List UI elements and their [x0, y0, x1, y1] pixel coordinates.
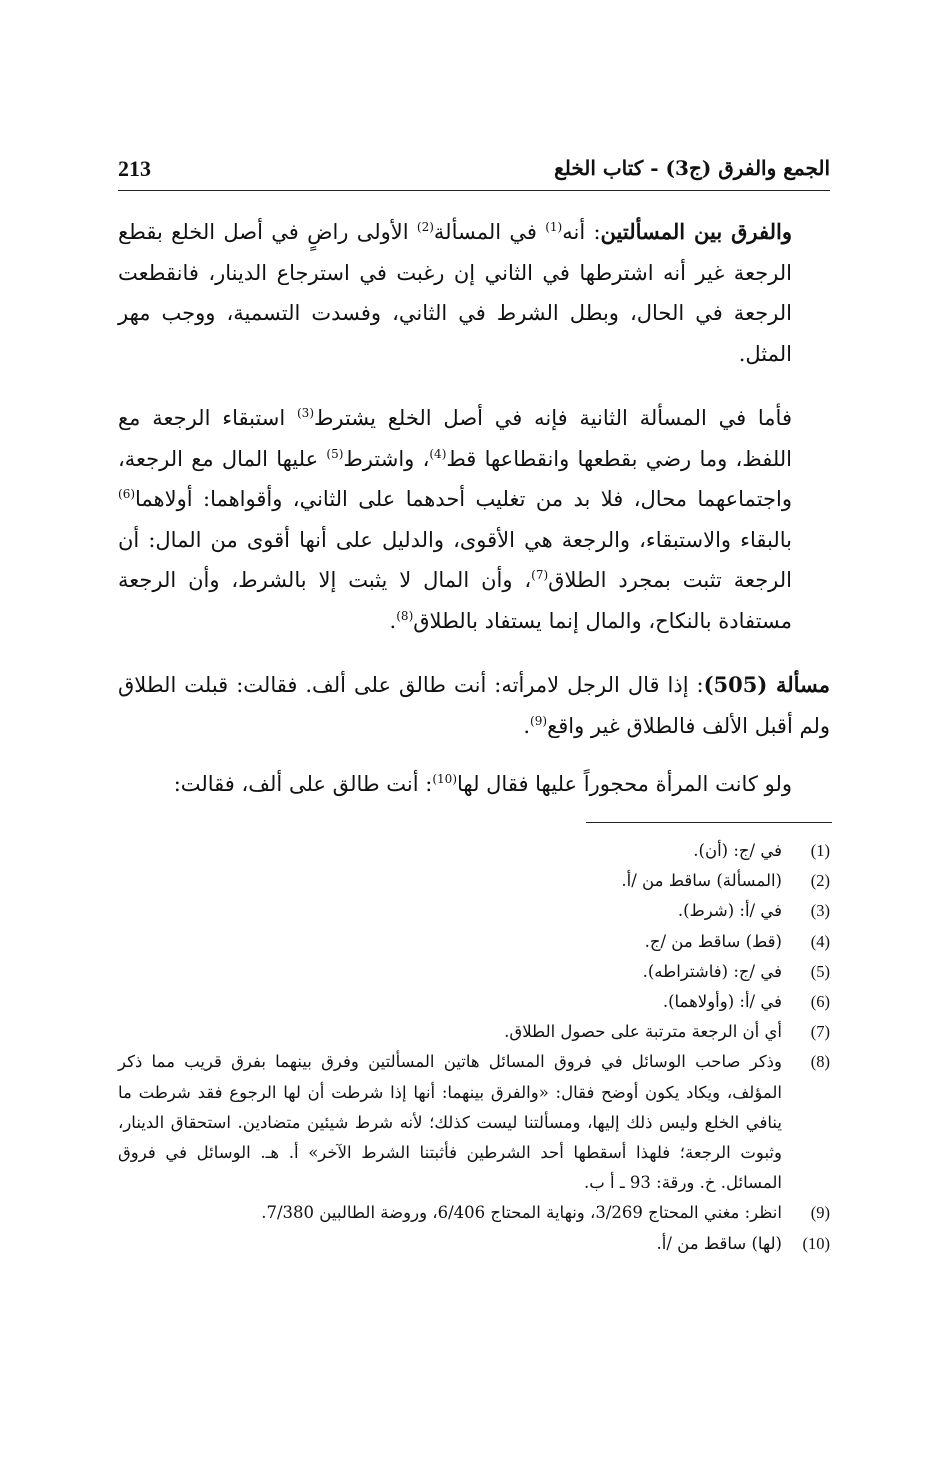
footnote-number: ( 7 ): [782, 1017, 830, 1047]
footnote-item: [118, 927, 830, 957]
text-run: بالبقاء والاستبقاء، والرجعة هي الأقوى، والدليل على أنها أقوى من المال: أن الرجعة تثبت بمجرد الطلاق: [118, 527, 792, 592]
footnote-marker[interactable]: (4): [429, 446, 447, 461]
footnote-text: في /ج: (أن).: [693, 841, 782, 860]
text-run: الأولى راضٍ في أصل الخلع بقطع الرجعة غير أنه اشترطها في الثاني إن رغبت في استرجاع الدينار، فانقطعت الرجعة في الحال، وبطل الشرط في الثاني، وفسدت التسمية، ووجب مهر المثل.: [118, 220, 792, 366]
footnote-item: [118, 1017, 830, 1047]
footnote-marker[interactable]: (10): [432, 772, 458, 786]
footnote-item: [118, 1198, 830, 1228]
main-text: [118, 212, 830, 805]
text-run: ، وأن المال لا يثبت إلا بالشرط، وأن الرجعة مستفادة بالنكاح، والمال إنما يستفاد بالطلاق: [118, 568, 792, 633]
text-run: ولو كانت المرأة محجوراً عليها فقال لها: [457, 772, 792, 796]
footnote-item: [118, 957, 830, 987]
footnote-number: ( 8 ): [782, 1047, 830, 1198]
paragraph-second-issue: [118, 398, 830, 641]
footnote-marker[interactable]: (8): [396, 608, 414, 623]
page-number: 213: [118, 156, 151, 181]
footnote-marker[interactable]: (7): [531, 568, 549, 582]
paragraph-lead: والفرق بين المسألتين: [600, 219, 792, 244]
text-run: : أنه: [562, 220, 601, 244]
footnote-item: [118, 987, 830, 1017]
text-run: ، واشترط: [343, 446, 430, 471]
footnote-text: (المسألة) ساقط من /أ.: [621, 871, 782, 891]
footnote-separator: [586, 822, 832, 823]
text-run: استبقاء الرجعة مع اللفظ، وما رضي بقطعها وانقطاعها قط: [118, 406, 793, 471]
footnote-text: أي أن الرجعة مترتبة على حصول الطلاق.: [504, 1022, 782, 1042]
footnote-item: [118, 1047, 830, 1198]
footnote-text: وذكر صاحب الوسائل في فروق المسائل هاتين المسألتين وفرق بينهما بفرق قريب مما ذكر المؤلف، ويكاد يكون أوضح فقال: «والفرق بينهما: أنها إذا شرطت أن لها الرجوع فقد شرطت ما ينافي الخلع وليس ذلك إليها، ومسألتنا ليست كذلك؛ لأنه شرط شيئين متضادين. استحقاق الدينار، وثبوت الرجعة؛ فلهذا أسقطها أحد الشرطين فأثبتنا الشرط الآخر» أ. هـ. الوسائل في فروق المسائل. خ. ورقة: 93 ـ أ ب.: [118, 1052, 782, 1193]
text-run: : إذا قال الرجل لامرأته: أنت طالق على ألف. فقالت: قبلت الطلاق ولم أقبل الألف فالطلاق غير واقع: [118, 673, 830, 738]
footnote-text: (لها) ساقط من /أ.: [656, 1233, 782, 1253]
footnote-text: انظر: مغني المحتاج 3/269، ونهاية المحتاج 6/406، وروضة الطالبين 7/380.: [261, 1203, 782, 1223]
footnote-marker[interactable]: (6): [118, 487, 136, 501]
issue-heading: مسألة (505): [703, 672, 830, 697]
paragraph-interdicted-woman: [118, 764, 830, 805]
footnote-marker[interactable]: (9): [530, 713, 548, 728]
footnote-number: ( 2 ): [782, 866, 830, 896]
footnote-item: [118, 1229, 830, 1259]
footnote-item: [118, 866, 830, 896]
text-run: فأما في المسألة الثانية فإنه في أصل الخلع يشترط: [314, 406, 792, 430]
text-run: في المسألة: [433, 220, 546, 244]
paragraph-difference: [118, 212, 830, 374]
page-header: [118, 150, 830, 191]
text-run: .: [523, 713, 531, 738]
footnote-number: ( 5 ): [782, 957, 830, 987]
footnote-text: في /ج: (فاشتراطه).: [642, 961, 782, 981]
footnote-item: [118, 896, 830, 926]
footnote-number: ( 1 ): [782, 836, 830, 866]
text-run: عليها المال مع الرجعة، واجتماعهما محال، فلا بد من تغليب أحدهما على الثاني، وأقواهما: أولاهما: [118, 446, 792, 511]
text-run: .: [389, 608, 397, 633]
text-run: : أنت طالق على ألف، فقالت:: [173, 772, 433, 796]
footnote-number: ( 4 ): [782, 927, 830, 957]
footnote-text: في /أ: (شرط).: [677, 901, 782, 921]
footnote-marker[interactable]: (5): [326, 446, 344, 461]
paragraph-issue-505: [118, 665, 830, 746]
footnote-number: ( 10 ): [782, 1229, 830, 1259]
footnotes-list: [118, 836, 830, 1259]
running-title: الجمع والفرق (ج3) - كتاب الخلع: [554, 156, 830, 180]
footnote-text: (قط) ساقط من /ج.: [644, 931, 782, 951]
footnote-text: في /أ: (وأولاهما).: [662, 992, 782, 1012]
footnote-number: ( 9 ): [782, 1198, 830, 1228]
footnote-marker[interactable]: (1): [545, 220, 563, 234]
footnote-number: ( 3 ): [782, 896, 830, 926]
footnote-number: ( 6 ): [782, 987, 830, 1017]
footnote-item: [118, 836, 830, 866]
footnote-marker[interactable]: (3): [296, 406, 314, 420]
footnote-marker[interactable]: (2): [416, 220, 434, 234]
